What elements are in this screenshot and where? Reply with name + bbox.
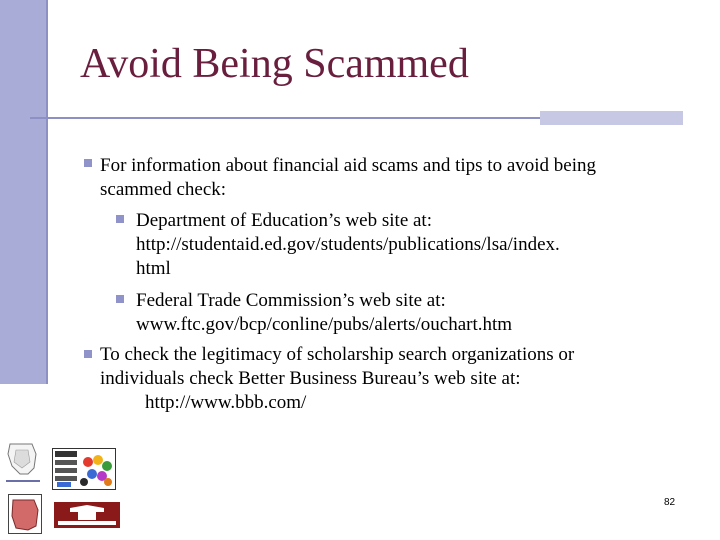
wasfaa-logo [2, 440, 44, 490]
sub-bullet-1-line-2: http://studentaid.ed.gov/students/publications/lsa/index. [136, 234, 560, 255]
slide-title: Avoid Being Scammed [80, 41, 469, 87]
association-logo [54, 502, 120, 528]
sub-bullet-2-line-2: www.ftc.gov/bcp/conline/pubs/alerts/ouchart.htm [136, 314, 513, 335]
side-accent-bar [0, 0, 48, 384]
bullet-2-line-3: http://www.bbb.com/ [145, 392, 307, 413]
bullet-1-line-1: For information about financial aid scams and tips to avoid being [100, 155, 597, 176]
sub-bullet-2-line-1: Federal Trade Commission’s web site at: [136, 290, 446, 311]
sub-bullet-1-line-3: html [136, 258, 171, 279]
bullet-1-line-2: scammed check: [100, 179, 227, 200]
sub-bullet-marker [116, 295, 124, 303]
sub-bullet-1-line-1: Department of Education’s web site at: [136, 210, 432, 231]
bullet-marker [84, 350, 92, 358]
page-number: 82 [664, 497, 676, 508]
bullet-marker [84, 159, 92, 167]
bullet-2-line-1: To check the legitimacy of scholarship search organizations or [100, 344, 575, 365]
title-rule-block [540, 111, 683, 125]
partner-logo-colorful [52, 448, 116, 490]
bullet-2-line-2: individuals check Better Business Bureau’s web site at: [100, 368, 521, 389]
side-accent-shadow [46, 0, 48, 384]
sub-bullet-marker [116, 215, 124, 223]
state-map-logo [8, 494, 42, 534]
